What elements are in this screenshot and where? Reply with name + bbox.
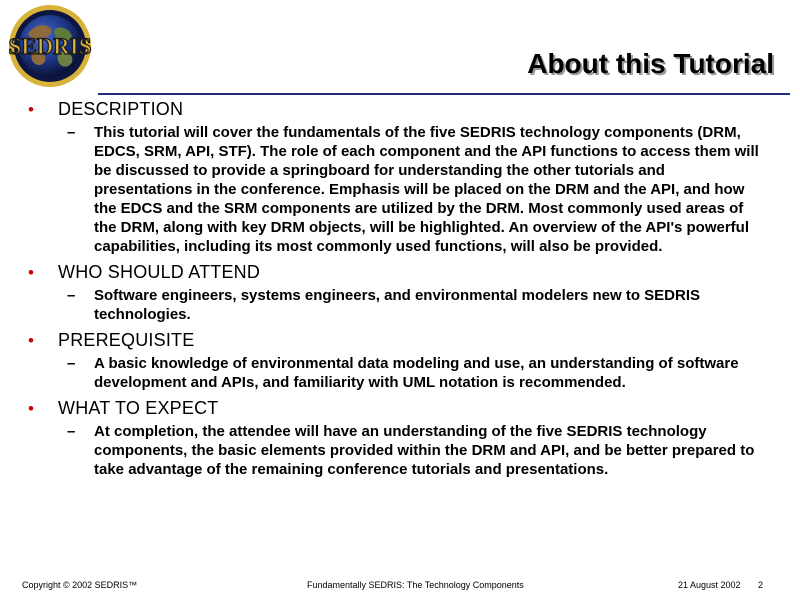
section-heading: WHO SHOULD ATTEND [58, 262, 261, 282]
dash-icon: – [67, 287, 76, 304]
bullet-icon: • [28, 100, 34, 119]
section-body: This tutorial will cover the fundamentals of the five SEDRIS technology components (DRM, EDCS, SRM, API, STF). The role of each component and the API functions to access them will be discussed to provide a springboard for understanding the other tutorials and presentations in the conference. Emphasis will be placed on the DRM and the API, and how the EDCS and the SRM components are utilized by the DRM. Most commonly used areas of the DRM, along with key DRM objects, will be highlighted. An overview of the API's powerful capabilities, including its most commonly used functions, will also be provided. [94, 124, 759, 255]
section-body: Software engineers, systems engineers, and environmental modelers new to SEDRIS technologies. [94, 287, 701, 323]
dash-icon: – [67, 124, 76, 141]
dash-icon: – [67, 423, 76, 440]
section-heading-row [18, 398, 778, 419]
section-heading-row [18, 262, 778, 283]
section-heading: DESCRIPTION [58, 99, 184, 119]
section-who-should-attend [18, 262, 778, 324]
footer-page-number: 2 [758, 580, 764, 590]
dash-icon: – [67, 355, 76, 372]
bullet-icon: • [28, 263, 34, 282]
section-body: At completion, the attendee will have an understanding of the five SEDRIS technology components, the basic elements provided within the DRM and API, and be better prepared to take advantage of the remaining conference tutorials and presentations. [94, 423, 755, 478]
footer-presentation-title: Fundamentally SEDRIS: The Technology Components [307, 580, 524, 590]
logo-wordmark: SEDRIS [8, 34, 92, 59]
footer-copyright: Copyright © 2002 SEDRIS™ [22, 580, 138, 590]
section-body-row [18, 123, 778, 256]
section-heading: PREREQUISITE [58, 330, 195, 350]
slide-title: About this Tutorial [527, 48, 774, 79]
footer-date: 21 August 2002 [678, 580, 741, 590]
bullet-icon: • [28, 399, 34, 418]
section-body-row [18, 286, 778, 324]
section-heading-row [18, 99, 778, 120]
section-body-row [18, 354, 778, 392]
section-prerequisite [18, 330, 778, 392]
section-heading-row [18, 330, 778, 351]
slide-content [18, 99, 778, 485]
section-what-to-expect [18, 398, 778, 479]
section-body-row [18, 422, 778, 479]
section-description [18, 99, 778, 256]
bullet-icon: • [28, 331, 34, 350]
section-body: A basic knowledge of environmental data modeling and use, an understanding of software development and APIs, and familiarity with UML notation is recommended. [94, 355, 739, 391]
section-heading: WHAT TO EXPECT [58, 398, 219, 418]
title-divider [98, 93, 790, 95]
sedris-logo [4, 2, 96, 90]
